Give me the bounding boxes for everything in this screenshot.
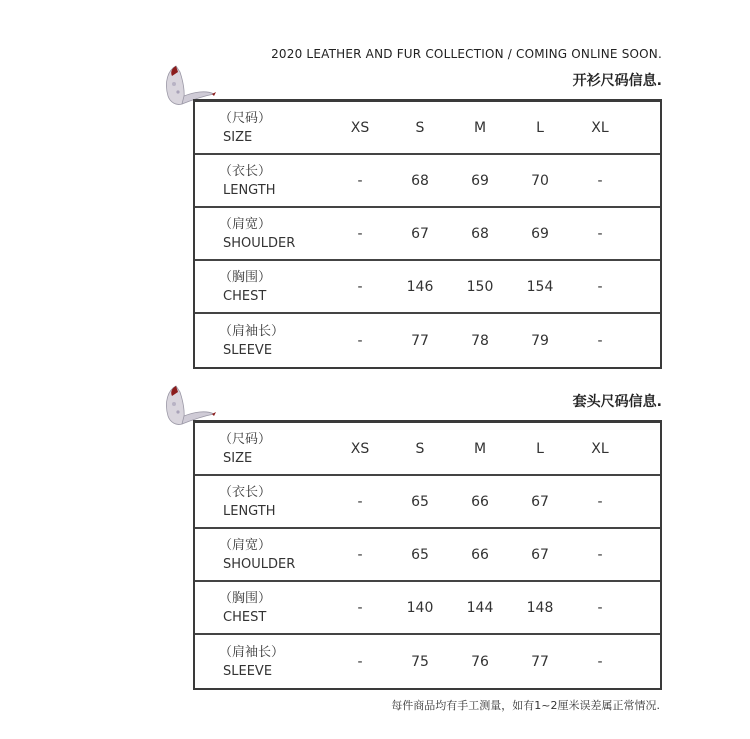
cell-s: 67	[411, 225, 429, 242]
cell-xl: XL	[591, 119, 609, 136]
cell-xl: -	[597, 278, 603, 295]
table-row	[195, 582, 660, 635]
cell-s: 65	[411, 493, 429, 510]
row-label-zh: （肩宽）	[219, 216, 272, 232]
table-row	[195, 476, 660, 529]
cell-l: 148	[526, 599, 554, 616]
cell-l: 69	[531, 225, 549, 242]
table-row	[195, 314, 660, 367]
cell-m: M	[473, 440, 487, 457]
cell-l: L	[536, 440, 544, 457]
table-row	[195, 529, 660, 582]
cell-xl: -	[597, 172, 603, 189]
cell-xl: -	[597, 546, 603, 563]
row-label-zh: （肩宽）	[219, 537, 272, 553]
row-label-en: SIZE	[223, 450, 253, 466]
cell-xs: -	[357, 225, 363, 242]
cell-l: 67	[531, 493, 549, 510]
cell-s: 65	[411, 546, 429, 563]
cell-l: 154	[526, 278, 554, 295]
row-label-en: CHEST	[223, 288, 267, 304]
row-label-zh: （肩袖长）	[219, 644, 285, 660]
row-label-en: SIZE	[223, 129, 253, 145]
row-label-zh: （衣长）	[219, 163, 272, 179]
cell-xl: XL	[591, 440, 609, 457]
cell-l: 67	[531, 546, 549, 563]
cell-l: L	[536, 119, 544, 136]
cell-xs: -	[357, 278, 363, 295]
cell-s: 146	[406, 278, 434, 295]
cell-xs: -	[357, 653, 363, 670]
cell-s: 140	[406, 599, 434, 616]
cell-l: 79	[531, 332, 549, 349]
cell-m: M	[473, 119, 487, 136]
cell-m: 150	[466, 278, 494, 295]
row-label-zh: （衣长）	[219, 484, 272, 500]
row-label-en: SHOULDER	[223, 235, 296, 251]
row-label-en: LENGTH	[223, 503, 276, 519]
cell-m: 66	[471, 546, 489, 563]
cell-xs: -	[357, 172, 363, 189]
cell-l: 70	[531, 172, 549, 189]
table-row	[195, 155, 660, 208]
cell-xs: -	[357, 599, 363, 616]
cell-xs: -	[357, 493, 363, 510]
collection-caption: 2020 LEATHER AND FUR COLLECTION / COMING ONLINE SOON.	[271, 47, 662, 61]
cell-s: S	[415, 119, 425, 136]
cell-xs: XS	[350, 440, 370, 457]
cell-xl: -	[597, 332, 603, 349]
cell-xs: -	[357, 332, 363, 349]
cell-xs: XS	[350, 119, 370, 136]
row-label-zh: （胸围）	[219, 269, 272, 285]
cell-xs: -	[357, 546, 363, 563]
cell-s: S	[415, 440, 425, 457]
cell-m: 144	[466, 599, 494, 616]
size-table-cardigan	[193, 99, 662, 369]
cell-l: 77	[531, 653, 549, 670]
row-label-zh: （肩袖长）	[219, 323, 285, 339]
table-row	[195, 423, 660, 476]
cell-m: 78	[471, 332, 489, 349]
row-label-zh: （尺码）	[219, 431, 272, 447]
row-label-en: SLEEVE	[223, 663, 273, 679]
cell-xl: -	[597, 599, 603, 616]
cell-m: 76	[471, 653, 489, 670]
row-label-en: LENGTH	[223, 182, 276, 198]
table-row	[195, 208, 660, 261]
row-label-en: SHOULDER	[223, 556, 296, 572]
table-row	[195, 102, 660, 155]
table-row	[195, 261, 660, 314]
row-label-zh: （胸围）	[219, 590, 272, 606]
measurement-note: 每件商品均有手工测量，如有1~2厘米误差属正常情况.	[391, 699, 660, 712]
cell-s: 68	[411, 172, 429, 189]
section-title-pullover: 套头尺码信息.	[572, 394, 662, 410]
cell-s: 77	[411, 332, 429, 349]
cell-s: 75	[411, 653, 429, 670]
cell-xl: -	[597, 225, 603, 242]
table-row	[195, 635, 660, 688]
section-title-cardigan: 开衫尺码信息.	[572, 73, 662, 89]
cell-m: 69	[471, 172, 489, 189]
row-label-zh: （尺码）	[219, 110, 272, 126]
cell-xl: -	[597, 653, 603, 670]
cell-xl: -	[597, 493, 603, 510]
cell-m: 68	[471, 225, 489, 242]
size-table-pullover	[193, 420, 662, 690]
row-label-en: CHEST	[223, 609, 267, 625]
row-label-en: SLEEVE	[223, 342, 273, 358]
cell-m: 66	[471, 493, 489, 510]
